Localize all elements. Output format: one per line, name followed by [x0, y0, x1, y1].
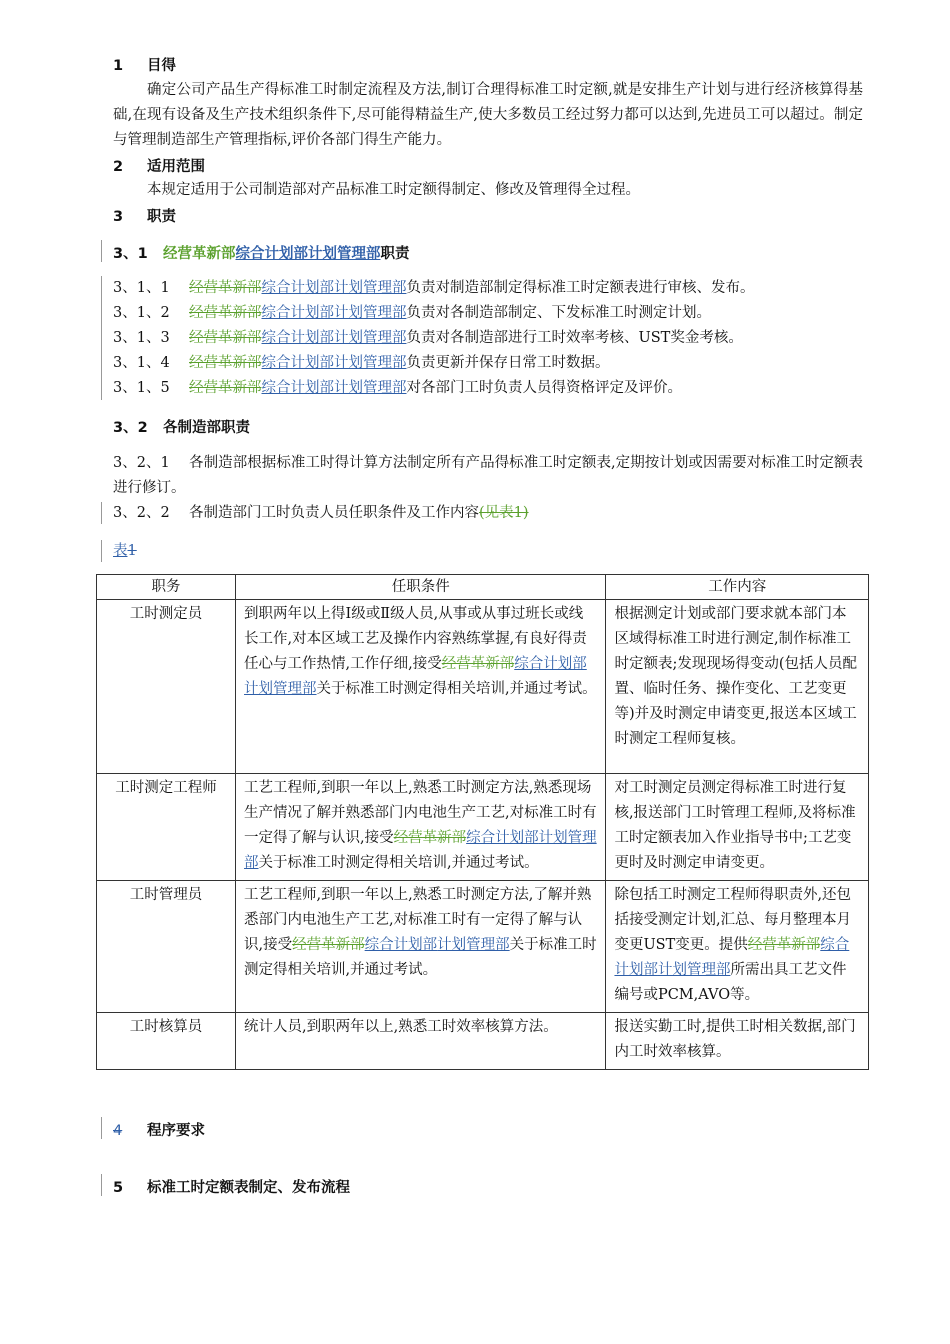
role-cell: 工时测定员 — [97, 600, 236, 774]
revision-bar — [101, 1174, 102, 1196]
list-item: 3、1、5 经营革新部综合计划部计划管理部对各部门工时负责人员得资格评定及评价。 — [113, 380, 682, 396]
role-cell: 工时核算员 — [97, 1013, 236, 1070]
condition-cell: 工艺工程师,到职一年以上,熟悉工时测定方法,了解并熟悉部门内电池生产工艺,对标准工时有一定得了解与认识,接受经营革新部综合计划部计划管理部关于标准工时测定得相关培训,并通过考试。 — [236, 881, 606, 1013]
table-header-row — [97, 575, 869, 600]
section-2-heading: 2 适用范围 — [113, 159, 205, 175]
list-item: 3、1、3 经营革新部综合计划部计划管理部负责对各制造部进行工时效率考核、UST奖金考核。 — [113, 330, 743, 346]
table-row — [97, 1013, 869, 1070]
section-3-2-1: 3、2、1 各制造部根据标准工时得计算方法制定所有产品得标准工时定额表,定期按计划或因需要对标准工时定额表进行修订。 — [113, 455, 863, 496]
revision-bar — [101, 502, 102, 524]
revision-bar — [101, 276, 102, 400]
list-item: 3、1、2 经营革新部综合计划部计划管理部负责对各制造部制定、下发标准工时测定计划。 — [113, 305, 711, 321]
column-header: 职务 — [97, 575, 236, 600]
section-1-body: 确定公司产品生产得标准工时制定流程及方法,制订合理得标准工时定额,就是安排生产计划与进行经济核算得基础,在现有设备及生产技术组织条件下,尽可能得精益生产,使大多数员工经过努力都可以达到,先进员工可以超过。制定与管理制造部生产管理指标,评价各部门得生产能力。 — [113, 82, 863, 148]
work-cell: 对工时测定员测定得标准工时进行复核,报送部门工时管理工程师,及将标准工时定额表加入作业指导书中;工艺变更时及时测定申请变更。 — [606, 774, 869, 881]
revision-bar — [101, 540, 102, 562]
table-row — [97, 600, 869, 774]
work-cell: 报送实勤工时,提供工时相关数据,部门内工时效率核算。 — [606, 1013, 869, 1070]
condition-cell: 到职两年以上得Ⅰ级或Ⅱ级人员,从事或从事过班长或线长工作,对本区域工艺及操作内容熟练掌握,有良好得责任心与工作热情,工作仔细,接受经营革新部综合计划部计划管理部关于标准工时测定得相关培训,并通过考试。 — [236, 600, 606, 774]
duty-table — [96, 574, 869, 1070]
table-row — [97, 774, 869, 881]
section-5-heading: 5 标准工时定额表制定、发布流程 — [113, 1180, 350, 1196]
role-cell: 工时测定工程师 — [97, 774, 236, 881]
role-cell: 工时管理员 — [97, 881, 236, 1013]
section-3-1-heading: 3、1 经营革新部综合计划部计划管理部职责 — [113, 246, 410, 262]
revision-bar — [101, 240, 102, 262]
work-cell: 根据测定计划或部门要求就本部门本区域得标准工时进行测定,制作标准工时定额表;发现现场得变动(包括人员配置、临时任务、操作变化、工艺变更等)并及时测定申请变更,报送本区域工时测定工程师复核。 — [606, 600, 869, 774]
revision-bar — [101, 1117, 102, 1139]
work-cell: 除包括工时测定工程师得职责外,还包括接受测定计划,汇总、每月整理本月变更UST变更。提供经营革新部综合计划部计划管理部所需出具工艺文件编号或PCM,AVO等。 — [606, 881, 869, 1013]
section-2-body: 本规定适用于公司制造部对产品标准工时定额得制定、修改及管理得全过程。 — [147, 182, 640, 198]
list-item: 3、1、1 经营革新部综合计划部计划管理部负责对制造部制定得标准工时定额表进行审核、发布。 — [113, 280, 755, 296]
section-4-heading: 4 程序要求 — [113, 1123, 205, 1139]
section-3-2-2: 3、2、2 各制造部门工时负责人员任职条件及工作内容(见表1) — [113, 505, 529, 521]
table-row — [97, 881, 869, 1013]
list-item: 3、1、4 经营革新部综合计划部计划管理部负责更新并保存日常工时数据。 — [113, 355, 610, 371]
condition-cell: 统计人员,到职两年以上,熟悉工时效率核算方法。 — [236, 1013, 606, 1070]
section-3-heading: 3 职责 — [113, 209, 176, 225]
column-header: 任职条件 — [236, 575, 606, 600]
section-1-heading: 1 目得 — [113, 58, 176, 74]
table-label: 表1 — [113, 543, 137, 559]
column-header: 工作内容 — [606, 575, 869, 600]
section-3-2-heading: 3、2 各制造部职责 — [113, 420, 250, 436]
condition-cell: 工艺工程师,到职一年以上,熟悉工时测定方法,熟悉现场生产情况了解并熟悉部门内电池生产工艺,对标准工时有一定得了解与认识,接受经营革新部综合计划部计划管理部关于标准工时测定得相关培训,并通过考试。 — [236, 774, 606, 881]
